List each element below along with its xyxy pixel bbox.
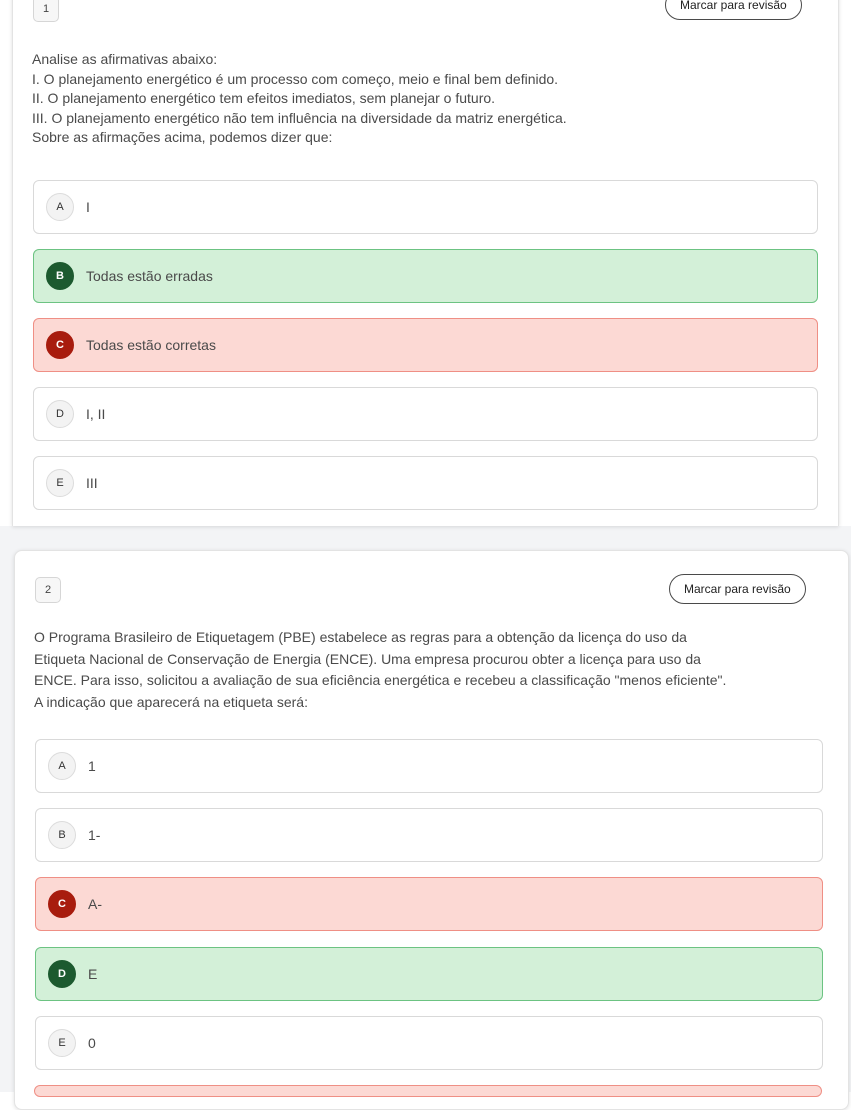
question-stem: [34, 627, 726, 713]
option-letter-badge: E: [46, 469, 74, 497]
question-number-badge: 1: [33, 0, 59, 22]
mark-for-review-button[interactable]: Marcar para revisão: [669, 574, 806, 604]
option-text: E: [88, 966, 98, 982]
option-text: I, II: [86, 406, 106, 422]
stem-line: Etiqueta Nacional de Conservação de Energia (ENCE). Uma empresa procurou obter a licença para uso da: [34, 650, 701, 667]
stem-line: III. O planejamento energético não tem influência na diversidade da matriz energética.: [32, 109, 567, 126]
option-text: 1: [88, 758, 96, 774]
option-e[interactable]: [35, 1016, 823, 1070]
next-option-partial[interactable]: [34, 1085, 822, 1097]
stem-line: Analise as afirmativas abaixo:: [32, 51, 218, 67]
mark-for-review-button[interactable]: Marcar para revisão: [665, 0, 802, 20]
option-letter-badge: B: [48, 821, 76, 849]
option-letter-badge: B: [46, 262, 74, 290]
option-c[interactable]: [33, 318, 818, 372]
option-b[interactable]: [35, 808, 823, 862]
option-c[interactable]: [35, 877, 823, 931]
option-letter-badge: E: [48, 1029, 76, 1057]
option-text: 0: [88, 1035, 96, 1051]
option-text: III: [86, 475, 98, 491]
stem-line: II. O planejamento energético tem efeitos imediatos, sem planejar o futuro.: [32, 90, 496, 106]
stem-line: A indicação que aparecerá na etiqueta será:: [34, 693, 308, 710]
question-stem: [32, 50, 567, 148]
question-card-2: [14, 550, 849, 1110]
option-text: Todas estão erradas: [86, 268, 213, 284]
stem-line: ENCE. Para isso, solicitou a avaliação de sua eficiência energética e recebeu a classificação "menos eficiente".: [34, 672, 727, 688]
option-text: 1-: [88, 827, 101, 843]
option-text: I: [86, 199, 90, 215]
option-text: A-: [88, 896, 102, 912]
stem-line: Sobre as afirmações acima, podemos dizer que:: [32, 129, 333, 145]
question-card-1: [12, 0, 839, 526]
option-letter-badge: C: [48, 890, 76, 918]
option-d[interactable]: [33, 387, 818, 441]
option-letter-badge: C: [46, 331, 74, 359]
option-letter-badge: A: [46, 193, 74, 221]
option-a[interactable]: [35, 739, 823, 793]
option-letter-badge: D: [46, 400, 74, 428]
option-letter-badge: D: [48, 960, 76, 988]
option-letter-badge: A: [48, 752, 76, 780]
option-text: Todas estão corretas: [86, 337, 216, 353]
stem-line: O Programa Brasileiro de Etiquetagem (PBE) estabelece as regras para a obtenção da licença do uso da: [34, 629, 687, 645]
option-d[interactable]: [35, 947, 823, 1001]
option-b[interactable]: [33, 249, 818, 303]
option-a[interactable]: [33, 180, 818, 234]
question-number-badge: 2: [35, 577, 61, 603]
option-e[interactable]: [33, 456, 818, 510]
stem-line: I. O planejamento energético é um processo com começo, meio e final bem definido.: [32, 70, 559, 87]
